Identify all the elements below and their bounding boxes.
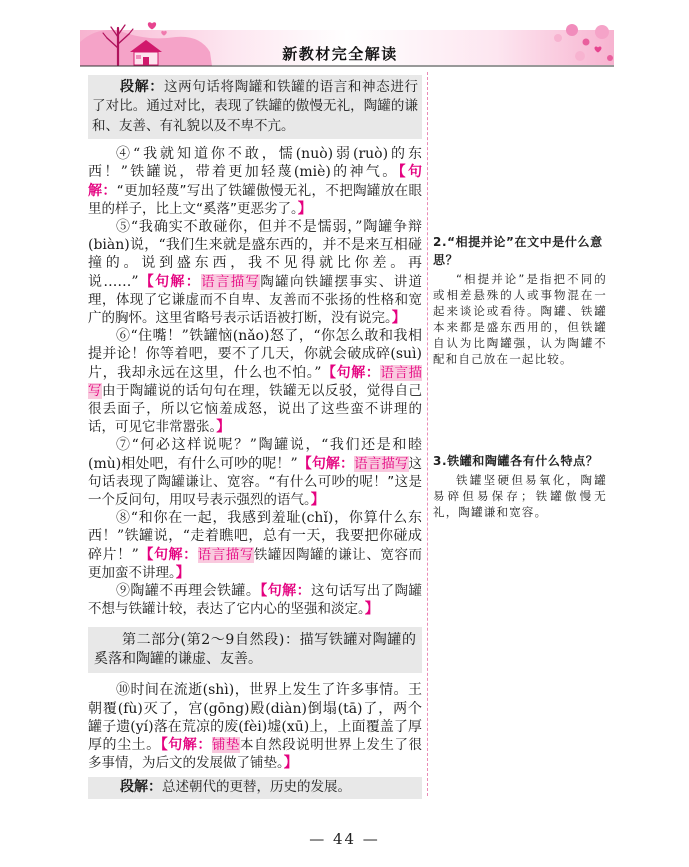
paragraph-4 [88, 145, 422, 218]
bubble [607, 55, 613, 61]
note-label: 【句解： [138, 546, 198, 563]
bubble [566, 24, 578, 36]
note-tag: 语言描写 [201, 273, 261, 290]
note-close: 】 [297, 200, 312, 217]
note-label: 【句解： [160, 736, 212, 753]
bubble [595, 25, 609, 39]
bubble [554, 34, 562, 42]
question-text: 2.“相提并论”在文中是什么意思？ [433, 235, 603, 267]
section-summary-text: 第二部分(第2～9自然段)：描写铁罐对陶罐的奚落和陶罐的谦虚、友善。 [94, 631, 416, 667]
note-close: 】 [175, 564, 190, 581]
note-label: 【句解： [260, 583, 312, 600]
sidebar-question-3 [433, 452, 607, 520]
section-summary-box [88, 627, 422, 674]
main-column [88, 75, 422, 799]
note-text: “更加轻蔑”写出了铁罐傲慢无礼，不把陶罐放在眼里的样子，比上文“奚落”更恶劣了。 [88, 182, 422, 217]
note-text: 铁罐因陶罐的谦让、宽容而更加蛮不讲理。 [88, 546, 423, 581]
page-header [80, 8, 614, 70]
paragraph-8 [88, 509, 422, 582]
note-close: 】 [283, 755, 298, 772]
analysis-text: 总述朝代的更替，历史的发展。 [162, 779, 351, 796]
paragraph-7 [88, 436, 422, 509]
intro-analysis-box [88, 75, 422, 139]
note-label: 【句解： [138, 273, 202, 290]
column-divider [427, 72, 428, 796]
note-text: 本自然段说明世界上发生了很多事情，为后文的发展做了铺垫。 [88, 736, 423, 772]
sidebar-question-2 [433, 233, 607, 367]
note-label: 【句解： [297, 455, 355, 472]
note-text: 由于陶罐说的话句句在理，铁罐无以反驳，觉得自己很丢面子，所以它恼羞成怒，说出了这些蛮不讲理的话，可见它非常嚣张。 [88, 382, 423, 436]
paragraph-9 [88, 582, 422, 618]
analysis-label: 段解： [120, 779, 162, 796]
note-label: 【句解： [88, 164, 423, 199]
page-number: — 44 — [309, 830, 380, 848]
paragraph-text: ⑨陶罐不再理会铁罐。 [116, 583, 261, 600]
paragraph-10 [88, 681, 422, 772]
paragraph-text: ⑦“何必这样说呢？”陶罐说，“我们还是和睦(mù)相处吧，有什么可吵的呢！” [88, 437, 422, 472]
note-label: 【句解： [321, 364, 381, 381]
heart-shape [148, 22, 156, 29]
paragraph-text: ⑧“和你在一起，我感到羞耻(chǐ)，你算什么东西！”铁罐说，“走着瞧吧，总有一天，我要把你碰成碎片！” [88, 510, 422, 563]
paragraph-text: ⑤“我确实不敢碰你，但并不是懦弱，”陶罐争辩(biàn)说，“我们生来就是盛东西的，并不是来互相碰撞的。说到盛东西，我不见得就比你差。再说……” [88, 219, 422, 290]
paragraph-5 [88, 218, 422, 327]
paragraph-text: ⑥“住嘴！”铁罐恼(nǎo)怒了，“你怎么敢和我相提并论！你等着吧，要不了几天，你就会破成碎(suì)片，我却永远在这里，什么也不怕。” [88, 328, 422, 381]
note-tag: 语言描写 [354, 455, 409, 472]
book-title: 新教材完全解读 [282, 45, 398, 63]
analysis-text: 这两句话将陶罐和铁罐的语言和神态进行了对比。通过对比，表现了铁罐的傲慢无礼，陶罐的谦和、友善、有礼貌以及不卑不亢。 [92, 79, 419, 134]
note-close: 】 [310, 492, 325, 509]
paragraph-text: ⑩时间在流逝(shì)，世界上发生了许多事情。王朝覆(fù)灭了，宫(gōng)殿(diàn)倒塌(tā)了，两个罐子遗(yí)落在荒凉的废(fèi)墟(xū)上，上面覆盖了厚厚的尘土。 [88, 682, 422, 753]
note-close: 】 [391, 310, 406, 327]
paragraph-6 [88, 327, 422, 436]
note-text: 陶罐向铁罐摆事实、讲道理，体现了它谦虚而不自卑、友善而不张扬的性格和宽广的胸怀。这里省略号表示话语被打断，没有说完。 [88, 273, 423, 327]
note-tag: 语言描写 [88, 364, 423, 399]
note-tag: 语言描写 [197, 546, 254, 563]
analysis-label: 段解： [120, 79, 164, 95]
paragraph-text: ④“我就知道你不敢，懦(nuò)弱(ruò)的东西！”铁罐说，带着更加轻蔑(miè)的神气。 [88, 146, 422, 181]
note-close: 】 [216, 419, 231, 436]
question-text: 3.铁罐和陶罐各有什么特点？ [433, 454, 599, 468]
note-text: 这句话表现了陶罐谦让、宽容。“有什么可吵的呢！”这是一个反问句，用叹号表示强烈的语气。 [88, 455, 423, 509]
note-text: 这句话写出了陶罐不想与铁罐计较，表达了它内心的坚强和淡定。 [88, 583, 423, 618]
note-tag: 铺垫 [211, 736, 240, 753]
note-close: 】 [364, 601, 379, 618]
answer-text: “相提并论”是指把不同的或相差悬殊的人或事物混在一起来谈论或看待。陶罐、铁罐本来都是盛东西用的，但铁罐自认为比陶罐强，认为陶罐不配和自己放在一起比较。 [433, 272, 607, 366]
answer-text: 铁罐坚硬但易氧化，陶罐易碎但易保存；铁罐傲慢无礼，陶罐谦和宽容。 [433, 473, 607, 519]
paragraph-analysis-box [88, 777, 422, 798]
